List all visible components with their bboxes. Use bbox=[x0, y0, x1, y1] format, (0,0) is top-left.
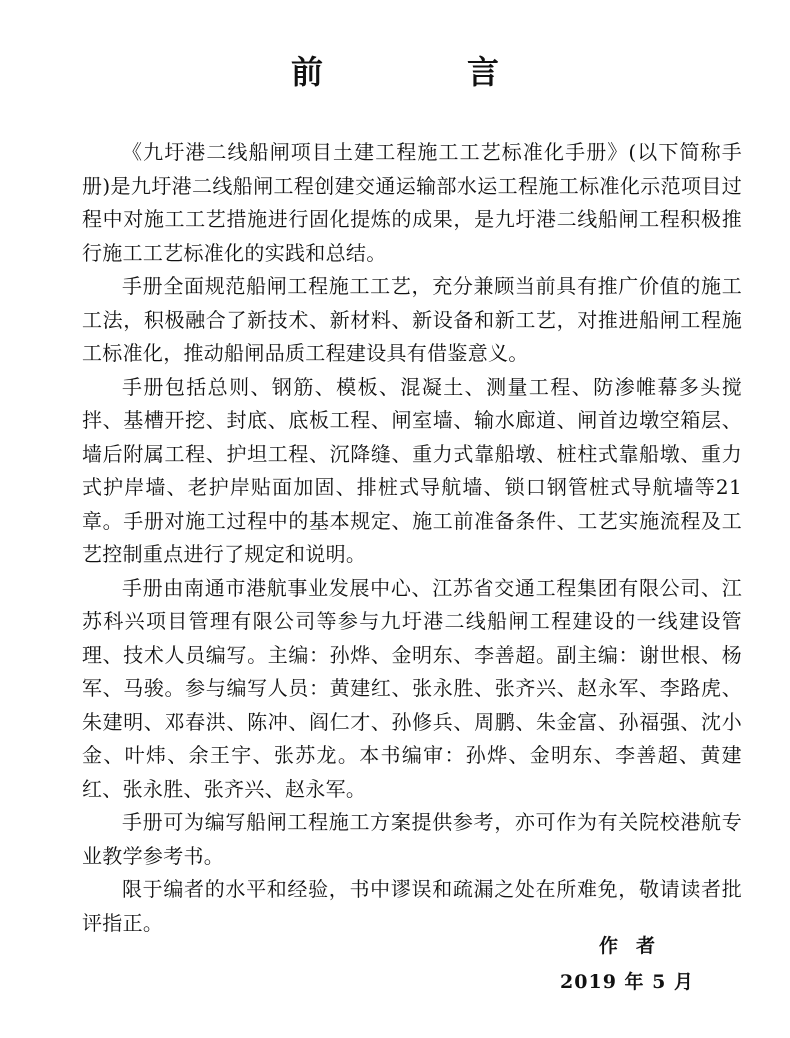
preface-paragraph-5: 手册可为编写船闸工程施工方案提供参考，亦可作为有关院校港航专业教学参考书。 bbox=[82, 810, 742, 868]
preface-paragraph-4: 手册由南通市港航事业发展中心、江苏省交通工程集团有限公司、江苏科兴项目管理有限公司等参与九圩港二线船闸工程建设的一线建设管理、技术人员编写。主编：孙烨、金明东、李善超。副主编：谢世根、杨军、马骏。参与编写人员：黄建红、张永胜、张齐兴、赵永军、李路虎、朱建明、邓春洪、陈冲、阎仁才、孙修兵、周鹏、朱金富、孙福强、沈小金、叶炜、余王宇、张苏龙。本书编审：孙烨、金明东、李善超、黄建红、张永胜、张齐兴、赵永军。 bbox=[82, 575, 742, 801]
signature-date: 2019 年 5 月 bbox=[560, 971, 694, 993]
preface-body bbox=[82, 136, 742, 940]
signature-block bbox=[560, 928, 694, 1000]
preface-paragraph-1: 《九圩港二线船闸项目土建工程施工工艺标准化手册》(以下简称手册)是九圩港二线船闸工程创建交通运输部水运工程施工标准化示范项目过程中对施工工艺措施进行固化提炼的成果，是九圩港二线船闸工程积极推行施工工艺标准化的实践和总结。 bbox=[82, 140, 742, 265]
preface-paragraph-2: 手册全面规范船闸工程施工工艺，充分兼顾当前具有推广价值的施工工法，积极融合了新技术、新材料、新设备和新工艺，对推进船闸工程施工标准化，推动船闸品质工程建设具有借鉴意义。 bbox=[82, 274, 742, 365]
page-title: 前 言 bbox=[290, 53, 555, 91]
preface-paragraph-3: 手册包括总则、钢筋、模板、混凝土、测量工程、防渗帷幕多头搅拌、基槽开挖、封底、底板工程、闸室墙、输水廊道、闸首边墩空箱层、墙后附属工程、护坦工程、沉降缝、重力式靠船墩、桩柱式靠船墩、重力式护岸墙、老护岸贴面加固、排桩式导航墙、锁口钢管桩式导航墙等21章。手册对施工过程中的基本规定、施工前准备条件、工艺实施流程及工艺控制重点进行了规定和说明。 bbox=[82, 374, 742, 566]
signature-author: 作者 bbox=[599, 935, 674, 957]
preface-paragraph-6: 限于编者的水平和经验，书中谬误和疏漏之处在所难免，敬请读者批评指正。 bbox=[82, 877, 742, 935]
